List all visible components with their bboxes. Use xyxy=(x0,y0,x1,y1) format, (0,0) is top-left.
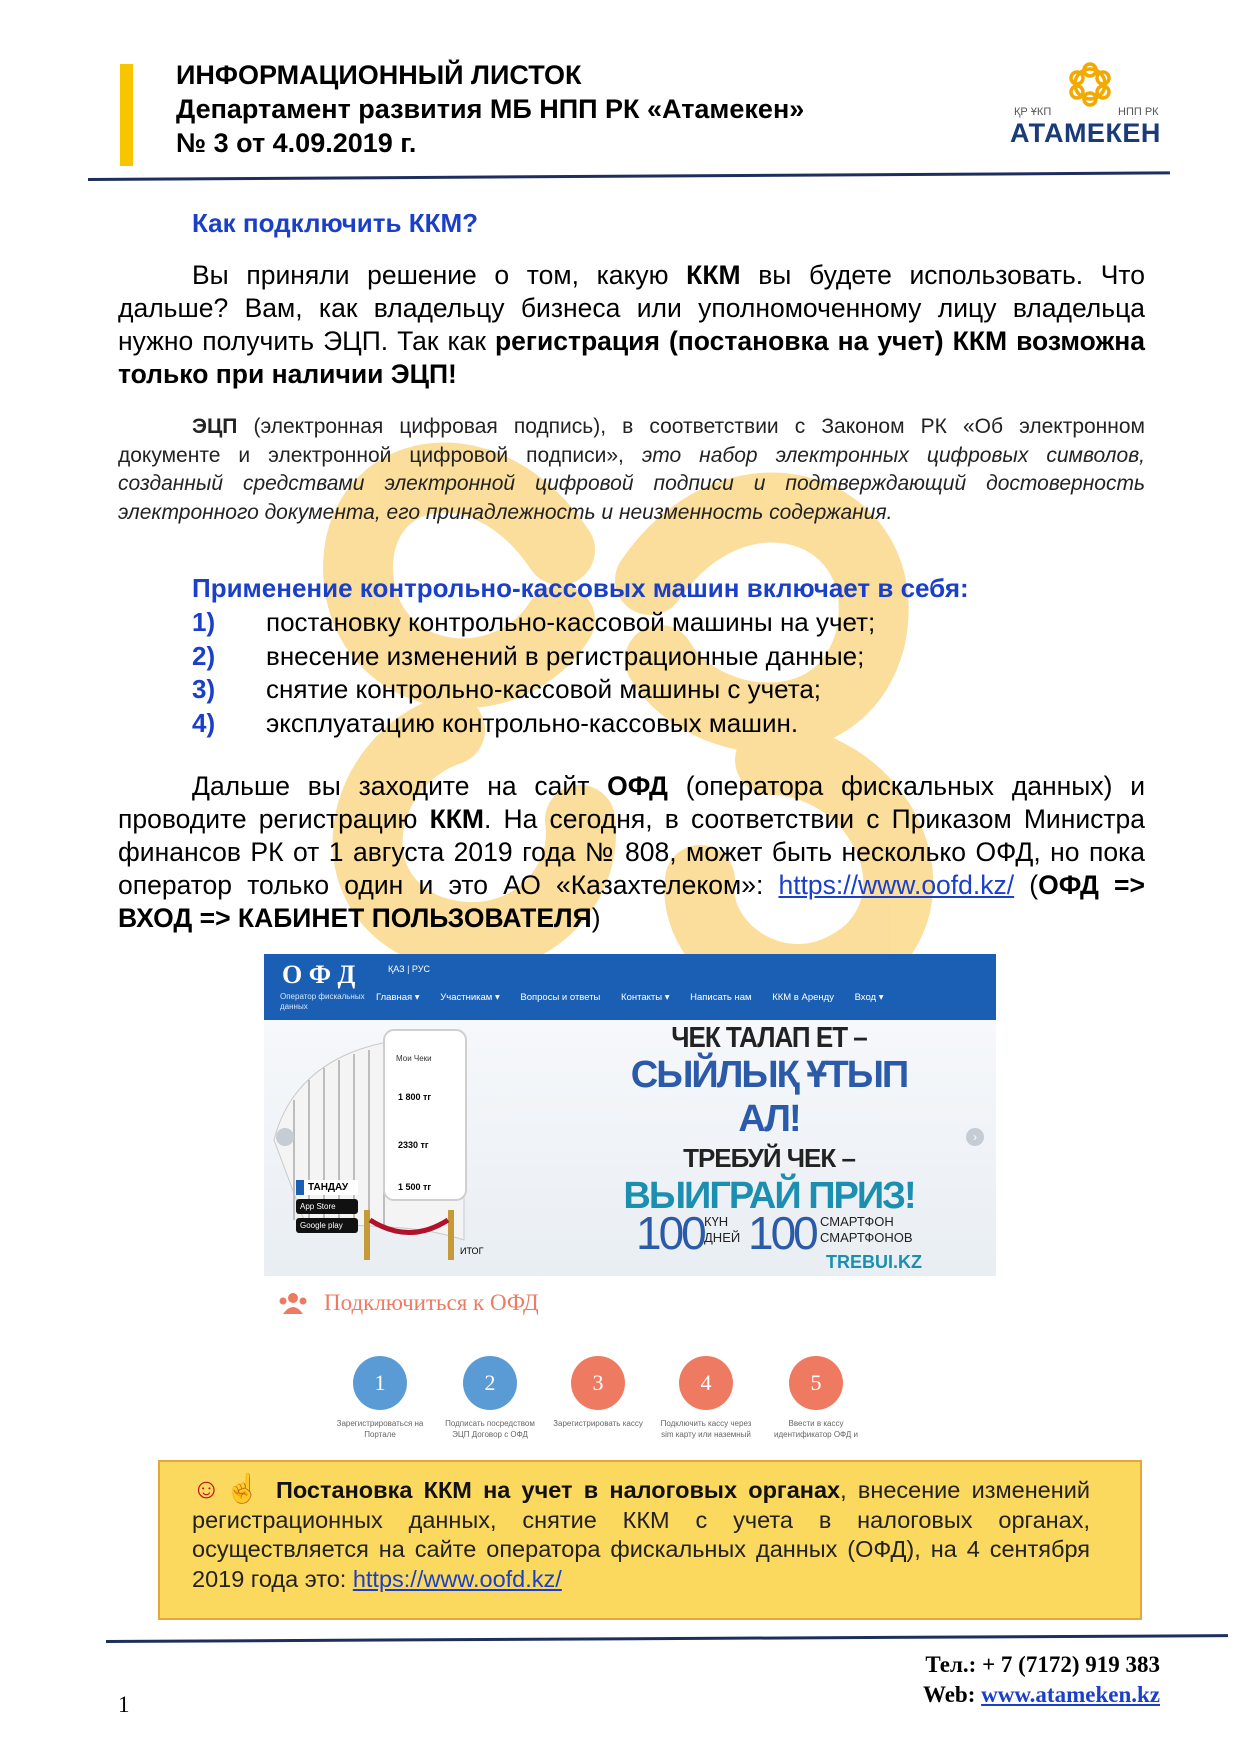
logo-left-caption: ҚР ҰКП xyxy=(1014,106,1052,118)
ofd-text-3: . На сегодня, в соответствии с Приказом Министра финансов РК от 1 августа 2019 года № 808, может быть несколько ОФД, но пока оператор только один и это АО «Казахтелеком»: xyxy=(118,804,1145,900)
intro-text-1: Вы приняли решение о том, какую xyxy=(192,260,687,290)
footer-web xyxy=(923,1682,1160,1708)
ofd-banner xyxy=(264,1020,996,1276)
step-item[interactable] xyxy=(538,1356,658,1429)
app-store-badge[interactable]: App Store xyxy=(296,1199,358,1214)
promo-days-ru: ДНЕЙ xyxy=(704,1230,741,1245)
ofd-navbar xyxy=(264,954,996,1020)
promo-line3: ТРЕБУЙ ЧЕК – xyxy=(683,1143,855,1173)
google-play-badge[interactable]: Google play xyxy=(296,1218,358,1233)
ofd-bold-kkm: ККМ xyxy=(429,804,485,834)
phone-value: 2330 тг xyxy=(398,1140,429,1150)
smile-pointer-icon: ☺☝ xyxy=(192,1473,265,1504)
ofd-text-1: Дальше вы заходите на сайт xyxy=(192,771,608,801)
phone-value: 1 500 тг xyxy=(398,1182,432,1192)
step-caption: Ввести в кассу идентификатор ОФД и xyxy=(774,1419,858,1439)
ecp-text: (электронная цифровая подпись), в соответствии с Законом РК «Об электронном документе и электронной цифровой подписи», xyxy=(118,415,1145,467)
ofd-menu-item[interactable]: Участникам ▾ xyxy=(440,992,500,1003)
ofd-menu-item[interactable]: Контакты ▾ xyxy=(621,992,670,1003)
step-item[interactable] xyxy=(756,1356,876,1440)
footer-web-label: Web: xyxy=(922,1682,976,1707)
promo-site: TREBUI.KZ xyxy=(826,1252,922,1272)
ofd-paren-close: ) xyxy=(591,903,601,933)
step-circle: 3 xyxy=(571,1356,625,1410)
step-item[interactable] xyxy=(320,1356,440,1440)
list-item xyxy=(192,640,864,673)
note-oofd-link[interactable]: https://www.oofd.kz/ xyxy=(352,1565,562,1592)
receipt-total: ИТОГ xyxy=(460,1246,484,1256)
ofd-bold: ОФД xyxy=(607,771,668,801)
note-box xyxy=(158,1460,1142,1620)
list-item-text: постановку контрольно-кассовой машины на учет; xyxy=(266,607,876,637)
step-caption: Зарегистрироваться на Портале xyxy=(336,1419,424,1439)
paragraph-ofd xyxy=(118,770,1145,935)
intro-bold-kkm: ККМ xyxy=(686,260,741,290)
ofd-website-screenshot xyxy=(264,954,996,1276)
ofd-paren-open: ( xyxy=(1014,870,1039,900)
ofd-connect-steps xyxy=(264,1290,996,1450)
carousel-prev-icon[interactable] xyxy=(276,1128,294,1146)
step-circle: 4 xyxy=(679,1356,733,1410)
footer-phone xyxy=(925,1652,1160,1678)
section-title-kkm-usage: Применение контрольно-кассовых машин включает в себя: xyxy=(192,573,969,603)
list-item-text: внесение изменений в регистрационные данные; xyxy=(266,641,865,671)
header-accent-bar xyxy=(120,64,133,166)
list-item-number: 3) xyxy=(192,674,216,704)
list-item xyxy=(192,707,798,740)
promo-phones-ru: СМАРТФОНОВ xyxy=(820,1230,913,1245)
oofd-link[interactable]: https://www.oofd.kz/ xyxy=(778,870,1015,900)
ofd-brand-sub: Оператор фискальных данных xyxy=(280,992,365,1011)
ofd-menu-item[interactable]: Вход ▾ xyxy=(854,992,884,1003)
ofd-menu-item[interactable]: Вопросы и ответы xyxy=(520,992,601,1003)
carousel-next-icon[interactable]: › xyxy=(966,1128,984,1146)
note-text xyxy=(192,1474,1090,1594)
ofd-brand: О Ф Д xyxy=(282,960,356,989)
step-circle: 1 xyxy=(353,1356,407,1410)
footer-phone-label: Тел.: xyxy=(925,1652,977,1677)
step-caption: Подключить кассу через sim карту или наземный xyxy=(660,1419,752,1439)
footer-web-link[interactable]: www.atameken.kz xyxy=(981,1682,1160,1707)
step-circle: 5 xyxy=(789,1356,843,1410)
header-title: ИНФОРМАЦИОННЫЙ ЛИСТОК xyxy=(176,60,582,90)
step-caption: Зарегистрировать кассу xyxy=(553,1419,643,1428)
step-circle: 2 xyxy=(463,1356,517,1410)
list-item-text: эксплуатацию контрольно-кассовых машин. xyxy=(266,708,799,738)
ofd-menu-item[interactable]: Написать нам xyxy=(690,992,752,1003)
intro-text-2: вы будете использовать. Что дальше? Вам, как владельцу бизнеса или уполномоченному лицу владельца нужно получить ЭЦП. Так как xyxy=(118,260,1145,356)
list-item-number: 4) xyxy=(192,708,216,738)
list-item-number: 1) xyxy=(192,607,216,637)
ofd-lang-switch[interactable]: ҚАЗ | РУС xyxy=(388,964,430,974)
ofd-menu-item[interactable]: ККМ в Аренду xyxy=(772,992,834,1003)
paragraph-intro xyxy=(118,259,1145,391)
atameken-logo xyxy=(1010,62,1168,152)
phone-value: 1 800 тг xyxy=(398,1092,432,1102)
paragraph-ecp-definition xyxy=(118,413,1145,527)
intro-bold-registration: регистрация (постановка на учет) ККМ возможна только при наличии ЭЦП! xyxy=(118,326,1145,389)
step-item[interactable] xyxy=(430,1356,550,1440)
promo-line4: ВЫИГРАЙ ПРИЗ! xyxy=(623,1175,915,1217)
footer-phone-value: + 7 (7172) 919 383 xyxy=(976,1652,1160,1677)
promo-days-kz: КҮН xyxy=(704,1214,729,1229)
section-title-connect-kkm: Как подключить ККМ? xyxy=(192,208,478,238)
phone-title: Мои Чеки xyxy=(396,1054,432,1063)
connect-title: Подключиться к ОФД xyxy=(324,1290,539,1315)
promo-line2: СЫЙЛЫҚ ҰТЫП АЛ! xyxy=(630,1054,908,1140)
step-item[interactable] xyxy=(646,1356,766,1440)
promo-text xyxy=(604,1020,934,1218)
ofd-menu xyxy=(376,992,883,1003)
note-body: , внесение изменений регистрационных данных, снятие ККМ с учета в налоговых органах, осуществляется на сайте оператора фискальных данных (ОФД), на 4 сентября 2019 года это: xyxy=(192,1477,1090,1592)
list-item xyxy=(192,606,875,639)
users-icon xyxy=(278,1292,308,1316)
list-item-text: снятие контрольно-кассовой машины с учета; xyxy=(266,674,822,704)
ecp-bold: ЭЦП xyxy=(192,415,238,438)
logo-name: АТАМЕКЕН xyxy=(1010,118,1161,148)
receipt-ribbon-icon xyxy=(264,1020,524,1276)
logo-right-caption: НПП РК xyxy=(1118,106,1159,118)
ofd-text-2: (оператора фискальных данных) и проводите регистрацию xyxy=(118,771,1145,834)
tandau-app-block xyxy=(296,1180,358,1233)
ofd-path-bold: ОФД => ВХОД => КАБИНЕТ ПОЛЬЗОВАТЕЛЯ xyxy=(118,870,1146,933)
step-caption: Подписать посредством ЭЦП Договор с ОФД xyxy=(445,1419,535,1439)
tandau-label: ТАНДАУ xyxy=(296,1180,358,1195)
list-item xyxy=(192,673,821,706)
page-number: 1 xyxy=(118,1692,130,1717)
promo-days-number: 100 xyxy=(636,1207,704,1259)
header-department: Департамент развития МБ НПП РК «Атамекен» xyxy=(176,94,805,124)
header-issue: № 3 от 4.09.2019 г. xyxy=(176,128,417,158)
header-divider xyxy=(88,171,1170,181)
promo-phones-kz: СМАРТФОН xyxy=(820,1214,894,1229)
promo-phones-number: 100 xyxy=(748,1207,816,1259)
list-item-number: 2) xyxy=(192,641,216,671)
note-bold: Постановка ККМ на учет в налоговых органах xyxy=(276,1477,841,1503)
ecp-italic-definition: это набор электронных цифровых символов, созданный средствами электронной цифровой подписи и подтверждающий достоверность электронного документа, его принадлежность и неизменность содержания. xyxy=(118,443,1145,524)
ofd-menu-item[interactable]: Главная ▾ xyxy=(376,992,420,1003)
footer-divider xyxy=(106,1634,1228,1643)
promo-line1: ЧЕК ТАЛАП ЕТ – xyxy=(671,1020,867,1054)
